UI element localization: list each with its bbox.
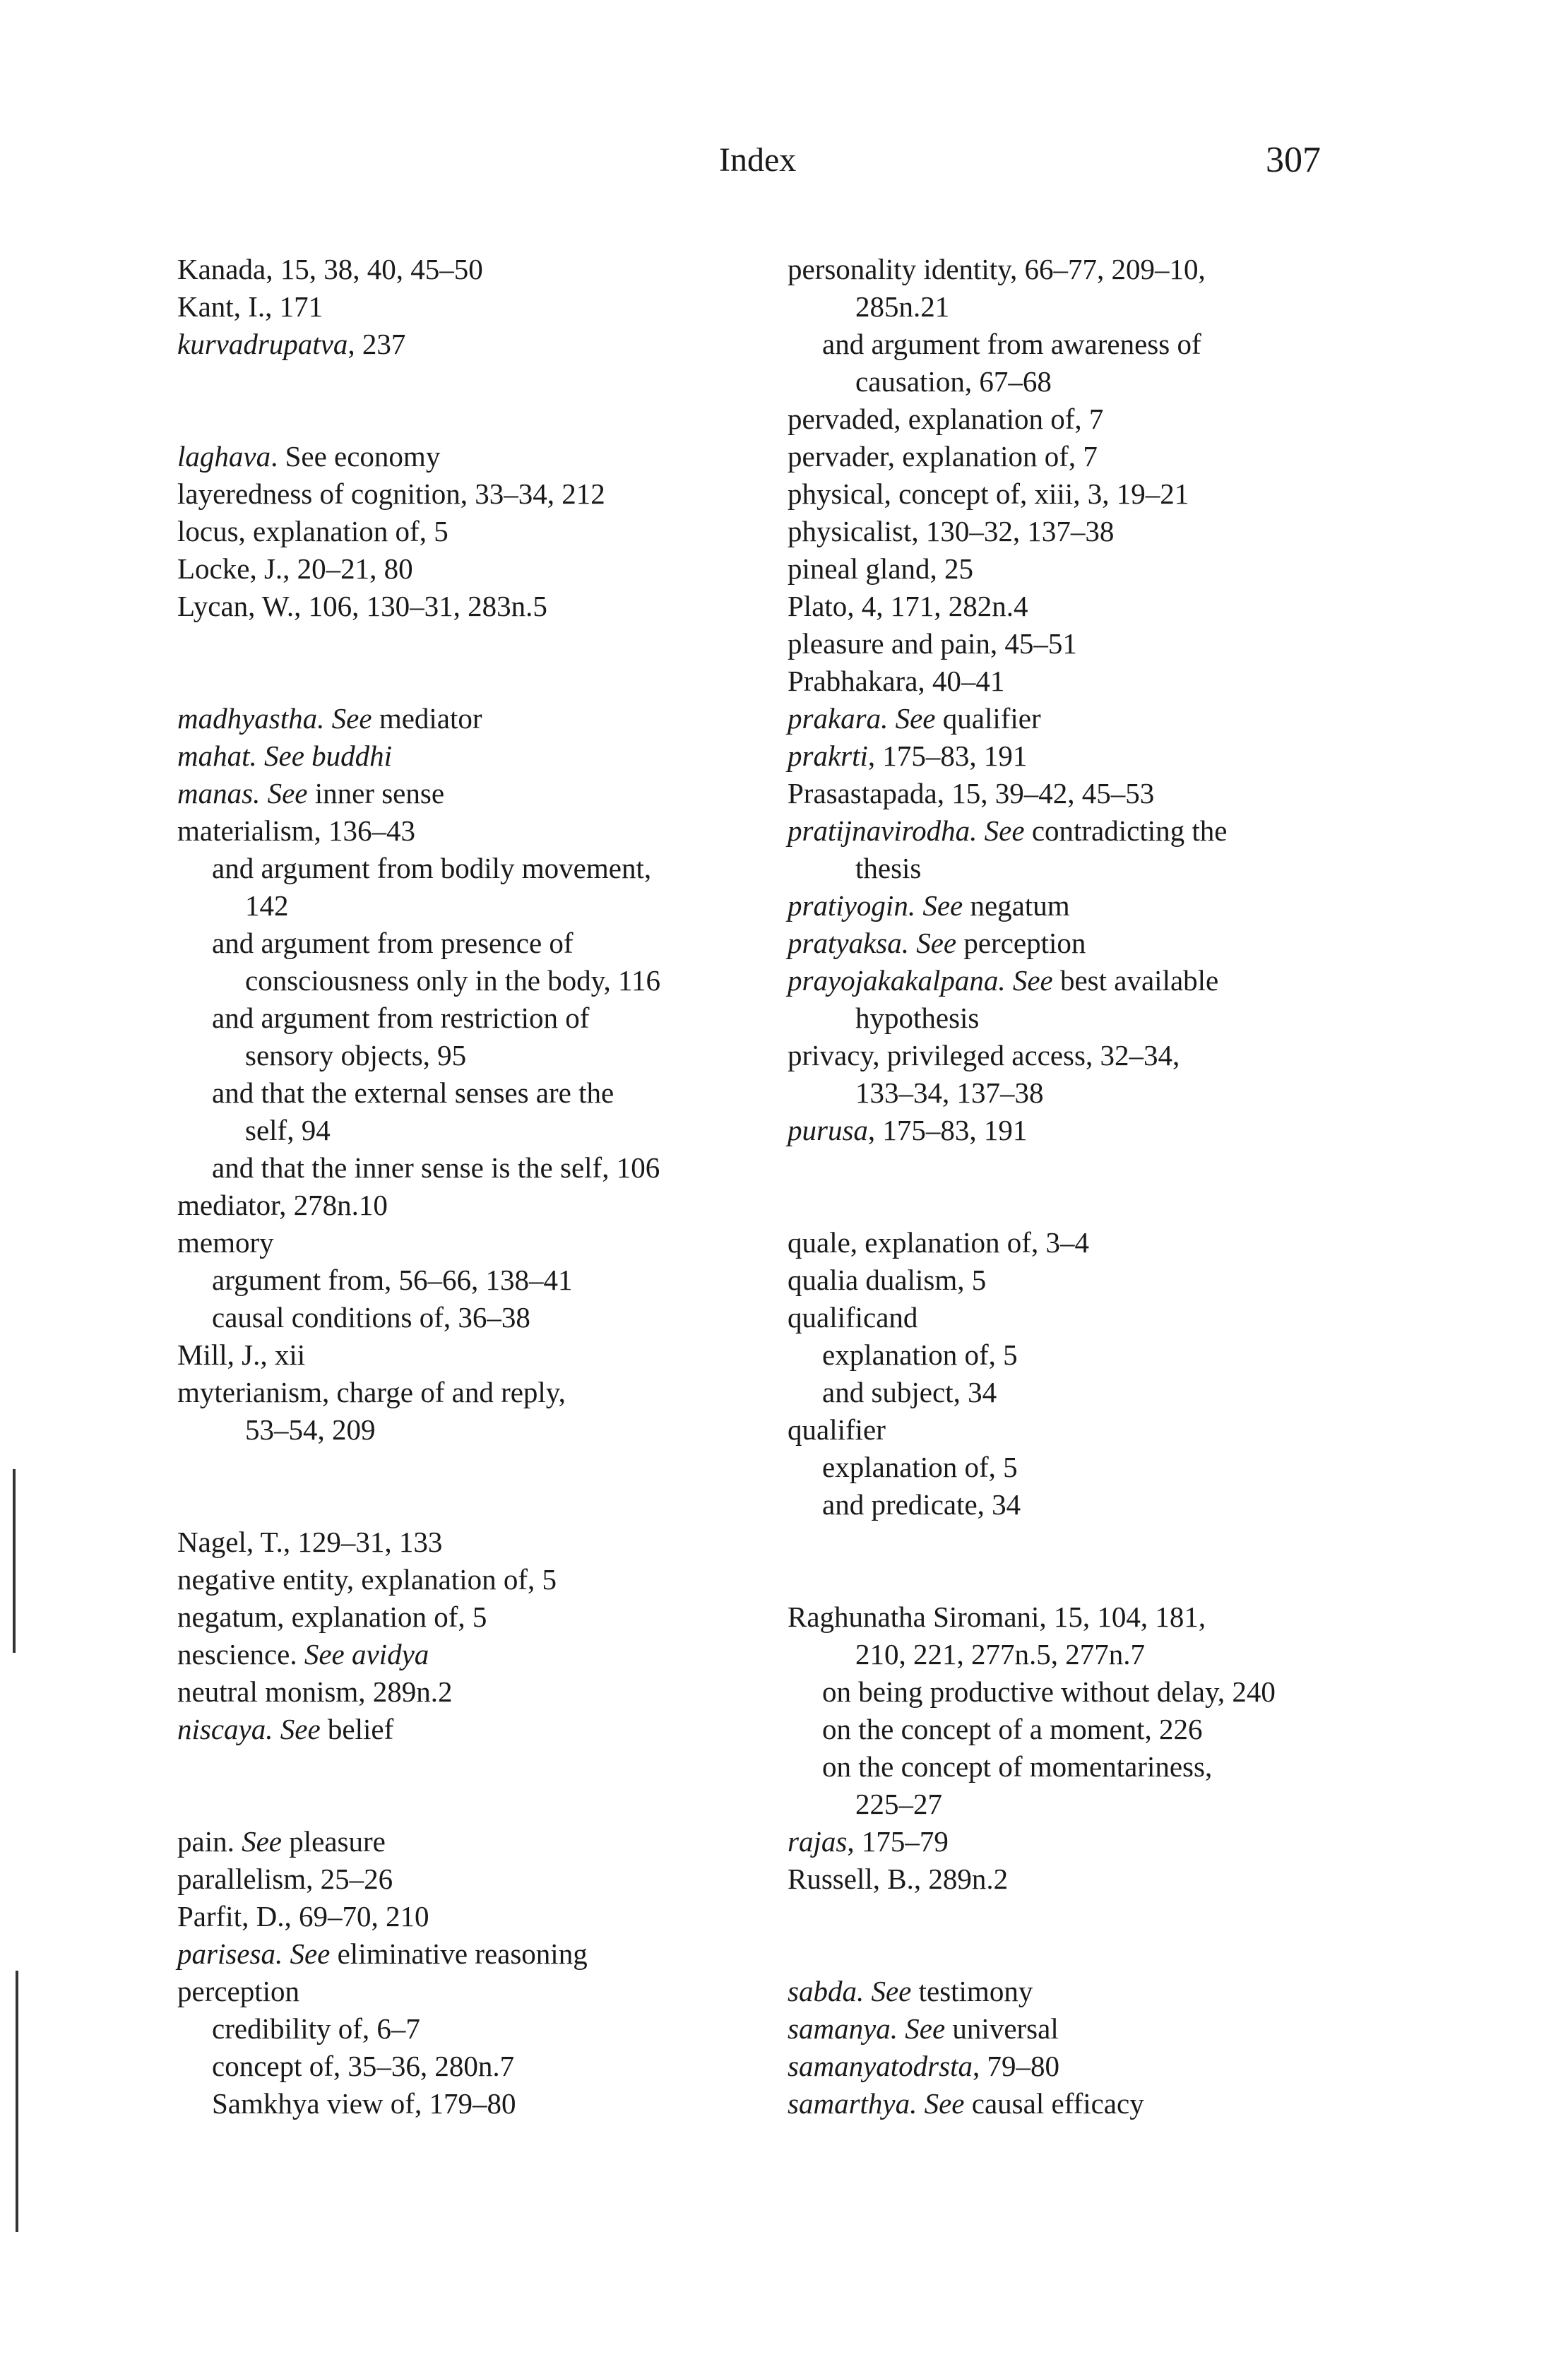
index-entry: [788, 737, 1409, 775]
scan-margin-mark: [16, 1971, 18, 2232]
entry-text: negatum: [963, 889, 1070, 922]
entry-text: qualifier: [788, 1413, 886, 1446]
index-entry: [788, 700, 1409, 737]
scan-margin-mark: [13, 1469, 16, 1653]
index-entry: [788, 550, 1409, 588]
index-subentry: [177, 925, 799, 962]
index-entry: [788, 2048, 1409, 2085]
entry-text: causal efficacy: [964, 2087, 1144, 2120]
entry-text: on the concept of a moment, 226: [822, 1713, 1203, 1745]
entry-text: purusa: [788, 1114, 868, 1146]
entry-text: credibility of, 6–7: [212, 2012, 420, 2045]
entry-text: samanya. See: [788, 2012, 946, 2045]
index-entry: [177, 1673, 799, 1711]
index-subentry: [788, 1486, 1409, 1524]
entry-text: belief: [320, 1713, 394, 1745]
group-gap: [177, 625, 799, 700]
index-entry: [788, 1973, 1409, 2010]
index-subentry: [788, 1711, 1409, 1748]
entry-text: , 175–83, 191: [867, 1114, 1028, 1146]
index-entry: [177, 550, 799, 588]
entry-text: laghava: [177, 440, 271, 473]
page-title: Index: [719, 141, 797, 179]
entry-text: pleasure and pain, 45–51: [788, 627, 1077, 660]
entry-text: explanation of, 5: [822, 1451, 1018, 1483]
page-number: 307: [1266, 140, 1321, 180]
entry-text: and predicate, 34: [822, 1488, 1021, 1521]
entry-text: layeredness of cognition, 33–34, 212: [177, 477, 605, 510]
index-entry: [177, 1973, 799, 2010]
entry-text: testimony: [911, 1975, 1033, 2007]
index-entry: [177, 1823, 799, 1860]
entry-text: . See economy: [271, 440, 441, 473]
entry-text: argument from, 56–66, 138–41: [212, 1264, 573, 1296]
entry-text: privacy, privileged access, 32–34,: [788, 1039, 1180, 1071]
index-subentry: [177, 999, 799, 1037]
running-head: [0, 136, 1568, 185]
entry-text: See avidya: [304, 1638, 429, 1670]
index-entry: [177, 812, 799, 850]
entry-text: prakara. See: [788, 702, 936, 735]
group-gap: [177, 1449, 799, 1524]
entry-text: on being productive without delay, 240: [822, 1675, 1276, 1708]
index-entry: [177, 1935, 799, 1973]
index-entry-continuation: hypothesis: [855, 1002, 980, 1034]
index-subentry: [788, 1336, 1409, 1374]
entry-text: eliminative reasoning: [330, 1937, 588, 1970]
entry-text: and argument from awareness of: [822, 328, 1201, 360]
group-gap: [788, 1149, 1409, 1224]
entry-text: mediator: [372, 702, 482, 735]
group-gap: [788, 1524, 1409, 1598]
entry-text: negatum, explanation of, 5: [177, 1601, 487, 1633]
entry-text: , 175–83, 191: [867, 740, 1028, 772]
index-entry-continuation: 133–34, 137–38: [855, 1076, 1044, 1109]
index-entry: [788, 775, 1409, 812]
index-entry: [788, 475, 1409, 513]
entry-text: Locke, J., 20–21, 80: [177, 552, 413, 585]
entry-text: Samkhya view of, 179–80: [212, 2087, 516, 2120]
index-subentry: [177, 2048, 799, 2085]
index-entry: [788, 400, 1409, 438]
index-entry: [788, 588, 1409, 625]
entry-text: mediator, 278n.10: [177, 1189, 388, 1221]
index-entry-continuation: causation, 67–68: [855, 365, 1052, 398]
entry-text: mahat. See buddhi: [177, 740, 393, 772]
entry-text: Mill, J., xii: [177, 1338, 306, 1371]
entry-text: and argument from bodily movement,: [212, 852, 652, 884]
entry-text: pain.: [177, 1825, 242, 1858]
index-entry: [788, 1112, 1409, 1149]
index-entry-continuation: 225–27: [855, 1788, 942, 1820]
index-entry: [788, 1037, 1409, 1074]
index-entry: [788, 1823, 1409, 1860]
index-subentry: [177, 850, 799, 887]
index-entry: [177, 1561, 799, 1598]
entry-text: concept of, 35–36, 280n.7: [212, 2050, 515, 2082]
index-subentry: [788, 1449, 1409, 1486]
index-entry: [788, 1860, 1409, 1898]
index-entry: [177, 1524, 799, 1561]
index-entry: [788, 1411, 1409, 1449]
index-entry: [788, 887, 1409, 925]
entry-text: materialism, 136–43: [177, 814, 416, 847]
index-subentry: [177, 2085, 799, 2123]
index-entry: [177, 288, 799, 326]
index-entry: [788, 1598, 1409, 1636]
index-entry: [177, 475, 799, 513]
index-entry: [788, 925, 1409, 962]
entry-text: and that the external senses are the: [212, 1076, 614, 1109]
index-entry-continuation: 53–54, 209: [245, 1413, 376, 1446]
entry-text: myterianism, charge of and reply,: [177, 1376, 566, 1408]
entry-text: and argument from restriction of: [212, 1002, 590, 1034]
index-subentry: [788, 1374, 1409, 1411]
index-subentry: [788, 1748, 1409, 1786]
index-subentry: [177, 1074, 799, 1112]
index-entry: [177, 438, 799, 475]
index-subentry: [177, 1261, 799, 1299]
index-entry: [788, 812, 1409, 850]
entry-text: qualificand: [788, 1301, 918, 1334]
entry-text: nescience.: [177, 1638, 304, 1670]
entry-text: , 237: [348, 328, 406, 360]
entry-text: pratyaksa. See: [788, 927, 957, 959]
index-entry: [788, 663, 1409, 700]
index-entry: [177, 1336, 799, 1374]
entry-text: quale, explanation of, 3–4: [788, 1226, 1089, 1259]
entry-text: Prabhakara, 40–41: [788, 665, 1005, 697]
entry-text: kurvadrupatva: [177, 328, 348, 360]
entry-text: pervaded, explanation of, 7: [788, 403, 1104, 435]
index-entry: [177, 1898, 799, 1935]
index-entry: [177, 700, 799, 737]
index-entry: [788, 1224, 1409, 1261]
index-subentry: [788, 326, 1409, 363]
entry-text: rajas: [788, 1825, 848, 1858]
entry-text: Raghunatha Siromani, 15, 104, 181,: [788, 1601, 1206, 1633]
index-entry: [177, 513, 799, 550]
index-entry-continuation: 210, 221, 277n.5, 277n.7: [855, 1638, 1145, 1670]
entry-text: niscaya. See: [177, 1713, 321, 1745]
entry-text: pleasure: [282, 1825, 386, 1858]
index-entry: [177, 1711, 799, 1748]
index-entry: [177, 588, 799, 625]
index-entry: [788, 2085, 1409, 2123]
entry-text: personality identity, 66–77, 209–10,: [788, 253, 1206, 285]
entry-text: Prasastapada, 15, 39–42, 45–53: [788, 777, 1155, 809]
entry-text: See: [242, 1825, 282, 1858]
entry-text: madhyastha. See: [177, 702, 372, 735]
entry-text: memory: [177, 1226, 274, 1259]
index-entry: [177, 326, 799, 363]
entry-text: and that the inner sense is the self, 106: [212, 1151, 660, 1184]
index-subentry: [177, 2010, 799, 2048]
index-entry: [177, 775, 799, 812]
entry-text: locus, explanation of, 5: [177, 515, 449, 547]
index-entry: [788, 251, 1409, 288]
index-entry: [788, 1261, 1409, 1299]
entry-text: sabda. See: [788, 1975, 912, 2007]
index-entry: [788, 962, 1409, 999]
entry-text: parisesa. See: [177, 1937, 331, 1970]
entry-text: pratijnavirodha. See: [788, 814, 1025, 847]
index-entry: [177, 1860, 799, 1898]
index-entry: [177, 1224, 799, 1261]
entry-text: physical, concept of, xiii, 3, 19–21: [788, 477, 1189, 510]
entry-text: qualifier: [935, 702, 1041, 735]
entry-text: pratiyogin. See: [788, 889, 963, 922]
entry-text: manas. See: [177, 777, 308, 809]
entry-text: qualia dualism, 5: [788, 1264, 987, 1296]
index-entry-continuation: 285n.21: [855, 290, 950, 323]
entry-text: Plato, 4, 171, 282n.4: [788, 590, 1028, 622]
entry-text: on the concept of momentariness,: [822, 1750, 1213, 1783]
entry-text: perception: [177, 1975, 300, 2007]
entry-text: Kanada, 15, 38, 40, 45–50: [177, 253, 483, 285]
index-entry-continuation: 142: [245, 889, 289, 922]
entry-text: and subject, 34: [822, 1376, 997, 1408]
entry-text: contradicting the: [1024, 814, 1228, 847]
entry-text: prakrti: [788, 740, 868, 772]
entry-text: neutral monism, 289n.2: [177, 1675, 453, 1708]
entry-text: inner sense: [307, 777, 445, 809]
entry-text: , 79–80: [972, 2050, 1059, 2082]
group-gap: [177, 1748, 799, 1823]
index-entry: [788, 625, 1409, 663]
group-gap: [788, 1898, 1409, 1973]
index-subentry: [177, 1299, 799, 1336]
entry-text: samarthya. See: [788, 2087, 965, 2120]
index-entry-continuation: consciousness only in the body, 116: [245, 964, 660, 997]
index-entry: [177, 1374, 799, 1411]
index-entry: [788, 2010, 1409, 2048]
entry-text: best available: [1052, 964, 1219, 997]
entry-text: universal: [945, 2012, 1059, 2045]
entry-text: perception: [956, 927, 1086, 959]
index-entry: [177, 1598, 799, 1636]
entry-text: Russell, B., 289n.2: [788, 1863, 1009, 1895]
entry-text: , 175–79: [847, 1825, 949, 1858]
index-entry: [788, 438, 1409, 475]
entry-text: physicalist, 130–32, 137–38: [788, 515, 1115, 547]
entry-text: Parfit, D., 69–70, 210: [177, 1900, 429, 1932]
entry-text: samanyatodrsta: [788, 2050, 973, 2082]
index-entry: [177, 1187, 799, 1224]
entry-text: pineal gland, 25: [788, 552, 974, 585]
index-entry: [788, 513, 1409, 550]
index-entry-continuation: self, 94: [245, 1114, 331, 1146]
group-gap: [177, 363, 799, 438]
entry-text: negative entity, explanation of, 5: [177, 1563, 557, 1596]
entry-text: causal conditions of, 36–38: [212, 1301, 530, 1334]
entry-text: prayojakakalpana. See: [788, 964, 1053, 997]
index-subentry: [177, 1149, 799, 1187]
entry-text: Kant, I., 171: [177, 290, 323, 323]
index-subentry: [788, 1673, 1409, 1711]
entry-text: parallelism, 25–26: [177, 1863, 393, 1895]
entry-text: explanation of, 5: [822, 1338, 1018, 1371]
index-entry-continuation: thesis: [855, 852, 922, 884]
index-column-right: [788, 251, 1409, 2123]
entry-text: Nagel, T., 129–31, 133: [177, 1526, 443, 1558]
index-entry: [177, 737, 799, 775]
index-entry: [177, 251, 799, 288]
entry-text: Lycan, W., 106, 130–31, 283n.5: [177, 590, 547, 622]
index-column-left: [177, 251, 799, 2123]
index-entry-continuation: sensory objects, 95: [245, 1039, 467, 1071]
entry-text: pervader, explanation of, 7: [788, 440, 1098, 473]
index-entry: [788, 1299, 1409, 1336]
index-entry: [177, 1636, 799, 1673]
entry-text: and argument from presence of: [212, 927, 574, 959]
